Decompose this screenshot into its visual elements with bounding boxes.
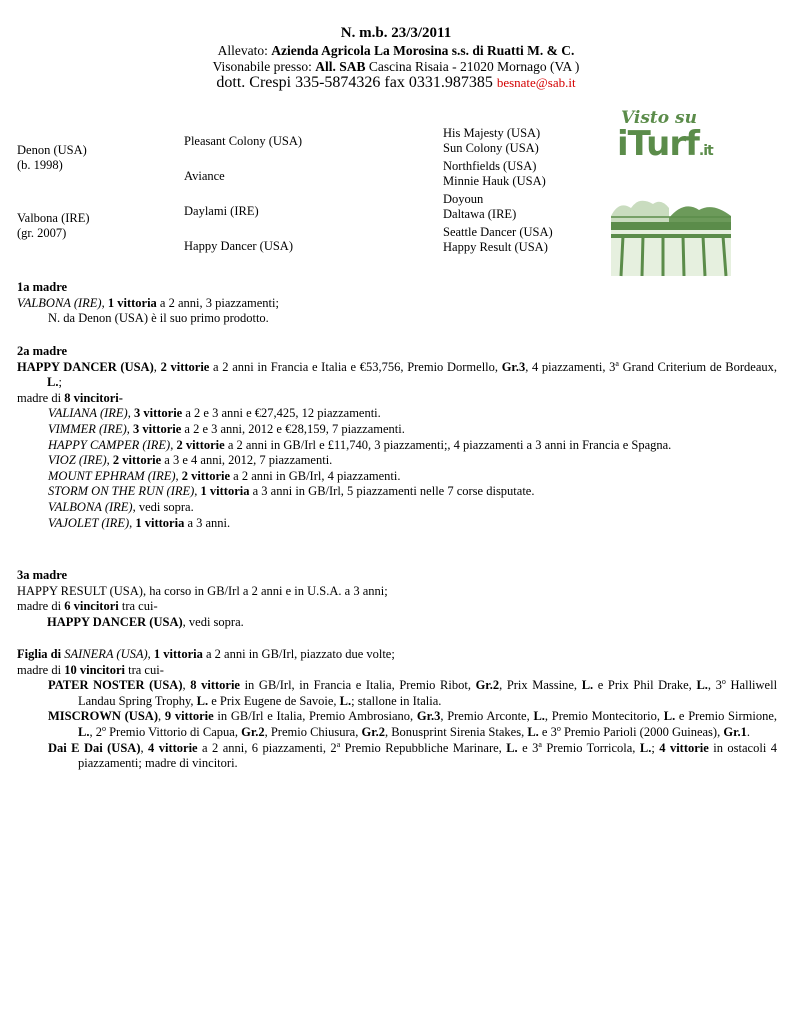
great-grandparent: Daltawa (IRE) <box>443 207 517 221</box>
wins: 3 vittorie <box>133 421 182 436</box>
location-name: All. SAB <box>315 59 366 74</box>
logo-brand-text: iTurf <box>617 124 699 164</box>
superscript: o <box>721 677 726 687</box>
breeder-label: Allevato: <box>217 43 272 58</box>
record: a 2 anni in GB/Irl, piazzato due volte; <box>202 647 395 661</box>
location-address: Cascina Risaia - 21020 Mornago (VA ) <box>365 59 580 74</box>
separator: , <box>147 647 154 661</box>
logo-visto-text: Visto su <box>621 108 697 128</box>
listed: L. <box>339 693 352 708</box>
wins: 2 vittorie <box>112 453 162 468</box>
great-grandparent: Seattle Dancer (USA) <box>443 225 553 239</box>
record: , Bonusprint Sirenia Stakes, <box>384 724 528 739</box>
dam-name: Valbona (IRE) <box>17 211 90 225</box>
record: in GB/Irl, in Francia e Italia, Premio Ribot, <box>239 678 476 693</box>
progeny-item: STORM ON THE RUN (IRE), 1 vittoria a 3 anni in GB/Irl, 5 piazzamenti nelle 7 corse disputate. <box>48 484 535 499</box>
section-heading: Figlia di <box>17 647 65 661</box>
record: Grand Criterium de Bordeaux, <box>618 359 778 374</box>
page-title: N. m.b. 23/3/2011 <box>340 25 452 41</box>
grade: Gr.2 <box>361 724 385 739</box>
great-grandparent: Northfields (USA) <box>443 159 537 173</box>
logo-tld: .it <box>698 143 713 159</box>
first-dam-section: 1a madre VALBONA (IRE), 1 vittoria a 2 anni, 3 piazzamenti; N. da Denon (USA) è il suo primo prodotto. <box>17 280 777 327</box>
progeny-item: VIOZ (IRE), 2 vittorie a 3 e 4 anni, 2012, 7 piazzamenti. <box>48 453 333 468</box>
note: N. da Denon (USA) è il suo primo prodotto. <box>48 311 269 326</box>
grade: Gr.3 <box>501 359 526 374</box>
record: e Premio Sirmione, <box>675 709 777 724</box>
record: Premio Parioli (2000 Guineas), <box>560 724 724 739</box>
wins: 1 vittoria <box>153 647 203 661</box>
grandparent: Happy Dancer (USA) <box>184 239 293 253</box>
progeny-item <box>17 741 777 772</box>
record: Premio Repubbliche Marinare, <box>340 740 507 755</box>
record: e 3 <box>538 724 557 739</box>
wins: 2 vittorie <box>181 468 231 483</box>
sire <box>17 143 87 173</box>
horse-name: HAPPY DANCER (USA) <box>47 614 183 629</box>
great-grandparents <box>443 126 553 255</box>
record: , vedi sopra. <box>132 499 194 514</box>
iturf-logo[interactable] <box>609 108 735 276</box>
record: a 2 e 3 anni, 2012 e €28,159, 7 piazzamenti. <box>181 421 405 436</box>
wins: 2 vittorie <box>176 437 225 452</box>
record: a 2 anni in Francia e Italia e €53,756, Premio Dormello, <box>209 359 502 374</box>
record: a 3 e 4 anni, 2012, 7 piazzamenti. <box>161 453 333 468</box>
great-grandparent: His Majesty (USA) <box>443 126 541 140</box>
horse-name: SAINERA (USA) <box>64 647 148 661</box>
record: , 4 piazzamenti, 3 <box>525 359 616 374</box>
listed: L. <box>78 724 90 739</box>
record: a 2 anni, 6 piazzamenti, 2 <box>197 740 337 755</box>
grade: Gr.2 <box>475 678 500 693</box>
dam-of-label: madre di <box>17 599 65 614</box>
grandparent: Aviance <box>184 169 225 183</box>
record: . <box>746 724 750 739</box>
superscript: o <box>556 723 561 733</box>
horse-name: VALBONA (IRE) <box>48 499 133 514</box>
great-grandparent: Sun Colony (USA) <box>443 141 539 155</box>
wins: 9 vittorie <box>164 709 214 724</box>
sire-detail: (b. 1998) <box>17 158 63 172</box>
dam-of-suffix: tra cui- <box>118 599 158 614</box>
wins: 1 vittoria <box>200 484 250 499</box>
section-heading: 1a madre <box>17 280 68 294</box>
wins: 2 vittorie <box>160 359 210 374</box>
record: HAPPY RESULT (USA), ha corso in GB/Irl a 2 anni e in U.S.A. a 3 anni; <box>17 583 388 598</box>
record: Halliwell Landau Spring Trophy, <box>78 678 778 708</box>
listed: L. <box>47 375 59 390</box>
listed: L. <box>663 709 676 724</box>
contact-text: dott. Crespi 335-5874326 fax 0331.987385 <box>216 74 497 91</box>
progeny-item <box>17 615 777 631</box>
listed: L. <box>506 740 518 755</box>
listed: L. <box>696 678 708 693</box>
horse-name: VAJOLET (IRE) <box>48 515 130 530</box>
wins: 1 vittoria <box>107 295 157 310</box>
great-grandparent: Minnie Hauk (USA) <box>443 174 546 188</box>
section-heading: 3a madre <box>17 568 68 582</box>
dam-of-label: madre di <box>17 662 65 677</box>
listed: L. <box>527 724 539 739</box>
fourth-dam-section <box>17 647 777 772</box>
horse-name: MOUNT EPHRAM (IRE) <box>48 468 176 483</box>
progeny-item: HAPPY CAMPER (IRE), 2 vittorie a 2 anni in GB/Irl e £11,740, 3 piazzamenti;, 4 piazzamenti a 3 anni in Francia e Spagna. <box>48 437 672 452</box>
superscript: a <box>615 358 619 368</box>
winners-count: 8 vincitori- <box>64 390 123 405</box>
wins: 1 vittoria <box>135 515 185 530</box>
dam-of-suffix: tra cui- <box>124 662 164 677</box>
record: a 3 anni. <box>184 515 231 530</box>
progeny-item: PATER NOSTER (USA), 8 vittorie in GB/Irl, in Francia e Italia, Premio Ribot, Gr.2, Prix Massine, L. e Prix Phil Drake, L., 3$^o$ Halliwell Landau Spring Trophy, L. e Prix Eugene de Savoie, L.; stallone in Italia. <box>48 677 778 708</box>
wins: 3 vittorie <box>133 406 183 421</box>
record: ; stallone in Italia. <box>351 693 442 708</box>
horse-name: VIMMER (IRE) <box>48 421 127 436</box>
wins: 4 vittorie <box>659 740 709 755</box>
record: , Prix Massine, <box>499 678 582 693</box>
winners-count: 6 vincitori <box>64 599 119 614</box>
second-dam-section: 2a madre HAPPY DANCER (USA), 2 vittorie a 2 anni in Francia e Italia e €53,756, Premio Dormello, Gr.3, 4 piazzamenti, 3$^a$ Grand Criterium de Bordeaux, L.; madre di 8 vincitori- VALIANA (IRE), 3 vittorie a 2 e 3 anni e €27,425, 12 piazzamenti. VIMMER (IRE), 3 vittorie a 2 e 3 anni, 2012 e €28,159, 7 piazzamenti. HAPPY CAMPER (IRE), 2 vittorie a 2 anni in GB/Irl e £11,740, 3 piazzamenti;, 4 piazzamenti a 3 anni in Francia e Spagna. VIOZ (IRE), 2 vittorie a 3 e 4 anni, 2012, 7 piazzamenti. MOUNT EPHRAM (IRE), 2 vittorie a 2 anni in GB/Irl, 4 piazzamenti. STORM ON THE RUN (IRE), 1 vittoria a 3 anni in GB/Irl, 5 piazzamenti nelle 7 corse disputate. VALBONA (IRE), vedi sopra. VAJOLET (IRE), 1 vittoria a 3 anni. <box>17 344 778 530</box>
grade: Gr.1 <box>723 724 747 739</box>
record: a 2 anni, 3 piazzamenti; <box>156 295 279 310</box>
record: , Premio Chiusura, <box>264 724 362 739</box>
record: a 2 anni in GB/Irl, 4 piazzamenti. <box>230 468 401 483</box>
breeder-name: Azienda Agricola La Morosina s.s. di Ruatti M. & C. <box>271 43 575 58</box>
superscript: o <box>101 723 106 733</box>
horse-name: VIOZ (IRE) <box>48 453 107 468</box>
great-grandparent: Doyoun <box>443 192 484 206</box>
location-label: Visonabile presso: <box>212 59 316 74</box>
record: , Premio Arconte, <box>440 709 534 724</box>
record: in GB/Irl e Italia, Premio Ambrosiano, <box>213 709 417 724</box>
horse-name: STORM ON THE RUN (IRE) <box>48 484 195 499</box>
dam <box>17 211 90 241</box>
progeny-item <box>17 500 777 516</box>
record: , vedi sopra. <box>182 614 244 629</box>
record: e Prix Phil Drake, <box>593 678 697 693</box>
record: , 2 <box>89 724 102 739</box>
horse-name: HAPPY CAMPER (IRE) <box>48 437 171 452</box>
horse-name: HAPPY DANCER (USA) <box>17 359 154 374</box>
grandparent: Daylami (IRE) <box>184 204 259 218</box>
listed: L. <box>639 740 652 755</box>
progeny-item: VALIANA (IRE), 3 vittorie a 2 e 3 anni e €27,425, 12 piazzamenti. <box>48 406 381 421</box>
location-line <box>0 59 792 75</box>
listed: L. <box>533 709 545 724</box>
progeny-item: MOUNT EPHRAM (IRE), 2 vittorie a 2 anni in GB/Irl, 4 piazzamenti. <box>48 468 401 483</box>
dam-detail: (gr. 2007) <box>17 226 67 240</box>
wins: 4 vittorie <box>148 740 198 755</box>
superscript: a <box>336 739 341 749</box>
superscript: a <box>538 739 542 749</box>
sire-name: Denon (USA) <box>17 143 87 157</box>
record: a 3 anni in GB/Irl, 5 piazzamenti nelle 7 corse disputate. <box>249 484 535 499</box>
horse-name: MISCROWN (USA) <box>48 709 158 724</box>
contact-line <box>0 74 792 92</box>
grade: Gr.3 <box>416 709 441 724</box>
record: in ostacoli 4 piazzamenti; madre di vincitori. <box>78 740 777 771</box>
record: e Prix Eugene de Savoie, <box>208 693 340 708</box>
record: e 3 <box>517 740 539 755</box>
wins: 8 vittorie <box>190 678 240 693</box>
logo-brand <box>617 124 713 164</box>
record: , <box>140 740 149 755</box>
record: Premio Vittorio di Capua, <box>105 724 242 739</box>
record: a 2 anni in GB/Irl e £11,740, 3 piazzamenti;, 4 piazzamenti a 3 anni in Francia e Spagna. <box>224 437 672 452</box>
horse-name: VALIANA (IRE) <box>48 406 128 421</box>
listed: L. <box>196 693 209 708</box>
record: , 3 <box>707 678 722 693</box>
third-dam-section <box>17 568 777 630</box>
record: Premio Torricola, <box>541 740 640 755</box>
horse-name: PATER NOSTER (USA) <box>48 678 183 693</box>
horse-name: Dai E Dai (USA) <box>48 740 141 755</box>
winners-count: 10 vincitori <box>64 662 125 677</box>
racetrack-icon <box>609 178 735 278</box>
breeder-line <box>0 43 792 59</box>
dam-of-label: madre di <box>17 390 65 405</box>
listed: L. <box>581 678 594 693</box>
record: , Premio Montecitorio, <box>544 709 664 724</box>
record: ; <box>651 740 660 755</box>
grandparent: Pleasant Colony (USA) <box>184 134 303 148</box>
horse-name: VALBONA (IRE) <box>17 295 102 310</box>
progeny-item: VAJOLET (IRE), 1 vittoria a 3 anni. <box>48 515 231 530</box>
great-grandparent: Happy Result (USA) <box>443 240 548 254</box>
progeny-item: MISCROWN (USA), 9 vittorie in GB/Irl e Italia, Premio Ambrosiano, Gr.3, Premio Arconte, L., Premio Montecitorio, L. e Premio Sirmione, L., 2$^o$ Premio Vittorio di Capua, Gr.2, Premio Chiusura, Gr.2, Bonusprint Sirenia Stakes, L. e 3$^o$ Premio Parioli (2000 Guineas), Gr.1. <box>48 709 777 739</box>
progeny-item: VIMMER (IRE), 3 vittorie a 2 e 3 anni, 2012 e €28,159, 7 piazzamenti. <box>48 421 405 436</box>
grade: Gr.2 <box>241 724 265 739</box>
section-heading: 2a madre <box>17 344 68 358</box>
record: ; <box>58 375 62 390</box>
record: a 2 e 3 anni e €27,425, 12 piazzamenti. <box>182 406 381 421</box>
email-link[interactable]: besnate@sab.it <box>496 75 576 90</box>
